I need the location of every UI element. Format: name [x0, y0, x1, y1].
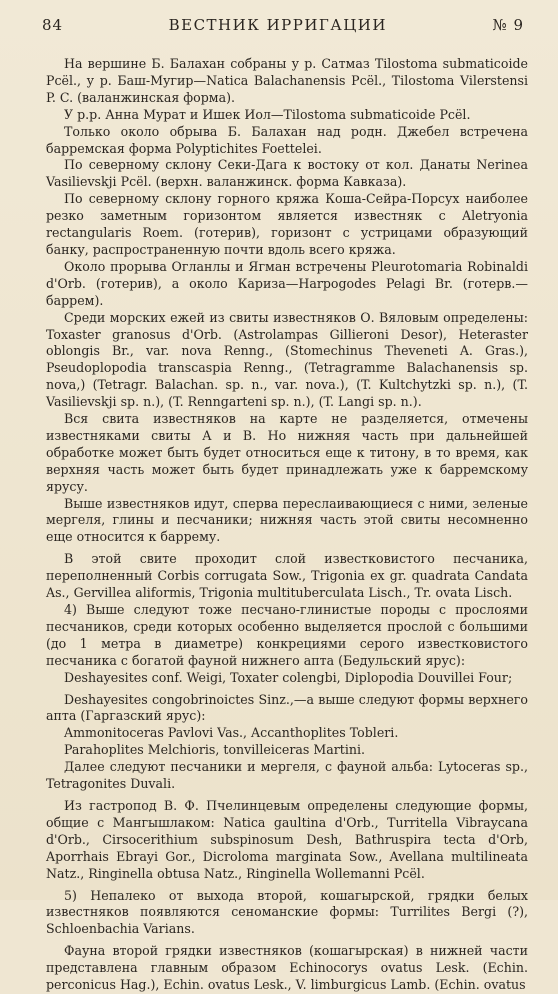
paragraph: Далее следуют песчаники и мергеля, с фауной альба: Lytoceras sp., Tetragonites Duvali. [46, 759, 528, 792]
paragraph: По северному склону Секи-Дага к востоку от кол. Данаты Nerinea Vasilievskji Pcël. (верхн. валанжинск. форма Кавказа). [46, 157, 528, 190]
paragraph: Вся свита известняков на карте не разделяется, отмечены известняками свиты А и В. Но нижняя часть при дальнейшей обработке может быть будет относиться еще к титону, в то время, как верхняя часть может быть будет принадлежать уже к барремскому ярусу. [46, 411, 528, 494]
article-body [46, 56, 528, 994]
paragraph: Выше известняков идут, сперва переслаивающиеся с ними, зеленые мергеля, глины и песчаники; нижняя часть этой свиты несомненно еще относится к баррему. [46, 495, 528, 545]
paragraph: По северному склону горного кряжа Коша-Сейра-Порсух наиболее резко заметным горизонтом является известняк с Aletryonia rectangularis Roem. (готерив), горизонт с устрицами образующий банку, распространенную почти вдоль всего кряжа. [46, 191, 528, 257]
paragraph: Только около обрыва Б. Балахан над родн. Джебел встречена барремская форма Polyptichites Foettelei. [46, 123, 528, 156]
paragraph: Из гастропод В. Ф. Пчелинцевым определены следующие формы, общие с Мангышлаком: Natica gaultina d'Orb., Turritella Vibraycana d'Orb., Cirsocerithium subspinosum Desh, Bathruspira tecta d'Orb, Aporrhais Ebrayi Gor., Dicroloma marginata Sow., Avellana multilineata Natz., Ringinella obtusa Natz., Ringinella Wollemanni Pcël. [46, 797, 528, 881]
page-number: 84 [42, 16, 64, 34]
paragraph: Ammonitoceras Pavlovi Vas., Accanthoplites Tobleri. [64, 725, 399, 741]
paragraph: Среди морских ежей из свиты известняков О. Вяловым определены: Toxaster granosus d'Orb. (Astrolampas Gillieroni Desor), Heteraster oblongis Br., var. nova Renng., (Stomechinus Theveneti A. Gras.), Pseudoplopodia transcaspia Renng., (Tetragramme Balachanensis sp. nova,) (Tetragr. Balachan. sp. n., var. nova.), (T. Kultchytzki sp. n.), (T. Vasilievskji sp. n.), (T. Renngarteni sp. n.), (T. Langi sp. n.). [46, 309, 528, 410]
paragraph: Около прорыва Огланлы и Ягман встречены Pleurotomaria Robinaldi d'Orb. (готерив), а около Кариза—Harpogodes Pelagi Br. (готерв.—баррем). [46, 258, 528, 308]
issue-number: № 9 [492, 16, 524, 34]
paragraph: На вершине Б. Балахан собраны у р. Сатмаз Tilostoma submaticoide Pcël., у р. Баш-Мугир—Natica Balachanensis Pcël., Tilostoma Vilerstensi P. C. (валанжинская форма). [46, 56, 528, 105]
paragraph: Deshayesites conf. Weigi, Toxater colengbi, Diplopodia Douvillei Four; [64, 669, 513, 685]
paragraph: В этой свите проходит слой известковистого песчаника, переполненный Corbis corrugata Sow., Trigonia ex gr. quadrata Candata As., Gervillea aliformis, Trigonia multituberculata Lisch., Tr. ovata Lisch. [46, 551, 528, 601]
running-header [42, 16, 528, 40]
paragraph: Фауна второй грядки известняков (кошагырская) в нижней части представлена главным образом Echinocorys ovatus Lesk. (Echin. perconicus Hag.), Echin. ovatus Lesk., V. limburgicus Lamb. (Echin. ovatus [46, 943, 528, 993]
journal-title: ВЕСТНИК ИРРИГАЦИИ [168, 16, 387, 34]
paragraph: Deshayesites congobrinoictes Sinz.,—а выше следуют формы верхнего апта (Гаргазский ярус): [46, 691, 528, 724]
paragraph: Parahoplites Melchioris, tonvilleiceras Martini. [64, 742, 365, 758]
paragraph: 5) Непалеко от выхода второй, кошагырской, грядки белых известняков появляются сеноманские формы: Turrilites Bergi (?), Schloenbachia Varians. [46, 887, 528, 937]
paragraph: У р.р. Анна Мурат и Ишек Иол—Tilostoma submaticoide Pcël. [64, 106, 471, 122]
paragraph: 4) Выше следуют тоже песчано-глинистые породы с прослоями песчаников, среди которых особенно выделяется прослой с большими (до 1 метра в диаметре) конкрециями серого известковистого песчаника с богатой фауной нижнего апта (Бедульский ярус): [46, 602, 528, 668]
